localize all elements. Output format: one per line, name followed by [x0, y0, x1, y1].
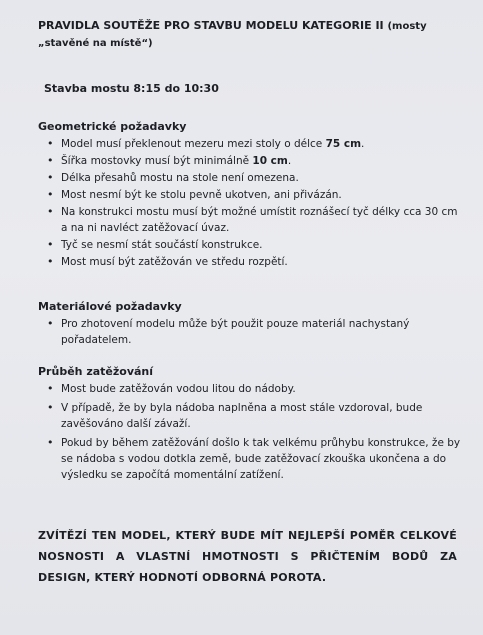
- list-item: • Most nesmí být ke stolu pevně ukotven, ani přivázán.: [38, 187, 461, 203]
- document-title: [38, 18, 461, 52]
- list-item: • Šířka mostovky musí být minimálně 10 cm.: [38, 153, 461, 169]
- list-item: • Most bude zatěžován vodou litou do nádoby.: [38, 381, 461, 397]
- material-requirements-heading: Materiálové požadavky: [38, 300, 182, 313]
- list-item: • Na konstrukci mostu musí být možné umístit roznášecí tyč délky cca 30 cm a na ni navléct zatěžovací úvaz.: [38, 204, 461, 236]
- list-item: • Délka přesahů mostu na stole není omezena.: [38, 170, 461, 186]
- geometric-requirements-list: [38, 136, 461, 270]
- winner-criteria-statement: ZVÍTĚZÍ TEN MODEL, KTERÝ BUDE MÍT NEJLEPŠÍ POMĚR CELKOVÉ NOSNOSTI A VLASTNÍ HMOTNOSTI S PŘIČTENÍM BODŮ ZA DESIGN, KTERÝ HODNOTÍ ODBORNÁ POROTA.: [38, 529, 457, 584]
- list-item: • Pro zhotovení modelu může být použit pouze materiál nachystaný pořadatelem.: [38, 316, 461, 348]
- loading-procedure-heading: Průběh zatěžování: [38, 365, 154, 378]
- geometric-requirements-heading: Geometrické požadavky: [38, 120, 187, 133]
- list-item: • Model musí překlenout mezeru mezi stoly o délce 75 cm.: [38, 136, 461, 152]
- title-main: PRAVIDLA SOUTĚŽE PRO STAVBU MODELU KATEGORIE II: [38, 19, 384, 32]
- list-item: • Tyč se nesmí stát součástí konstrukce.: [38, 237, 461, 253]
- list-item: • V případě, že by byla nádoba naplněna a most stále vzdoroval, bude zavěšováno další závaží.: [38, 400, 461, 432]
- material-requirements-list: [38, 316, 461, 348]
- list-item: • Pokud by během zatěžování došlo k tak velkému průhybu konstrukce, že by se nádoba s vodou dotkla země, bude zatěžovací zkouška ukončena a do výsledku se započítá momentální zatížení.: [38, 435, 461, 483]
- list-item: • Most musí být zatěžován ve středu rozpětí.: [38, 254, 461, 270]
- schedule-time: Stavba mostu 8:15 do 10:30: [44, 82, 219, 95]
- title-parenthetical: (mosty „stavěné na místě“): [38, 21, 427, 49]
- loading-procedure-list: [38, 381, 461, 483]
